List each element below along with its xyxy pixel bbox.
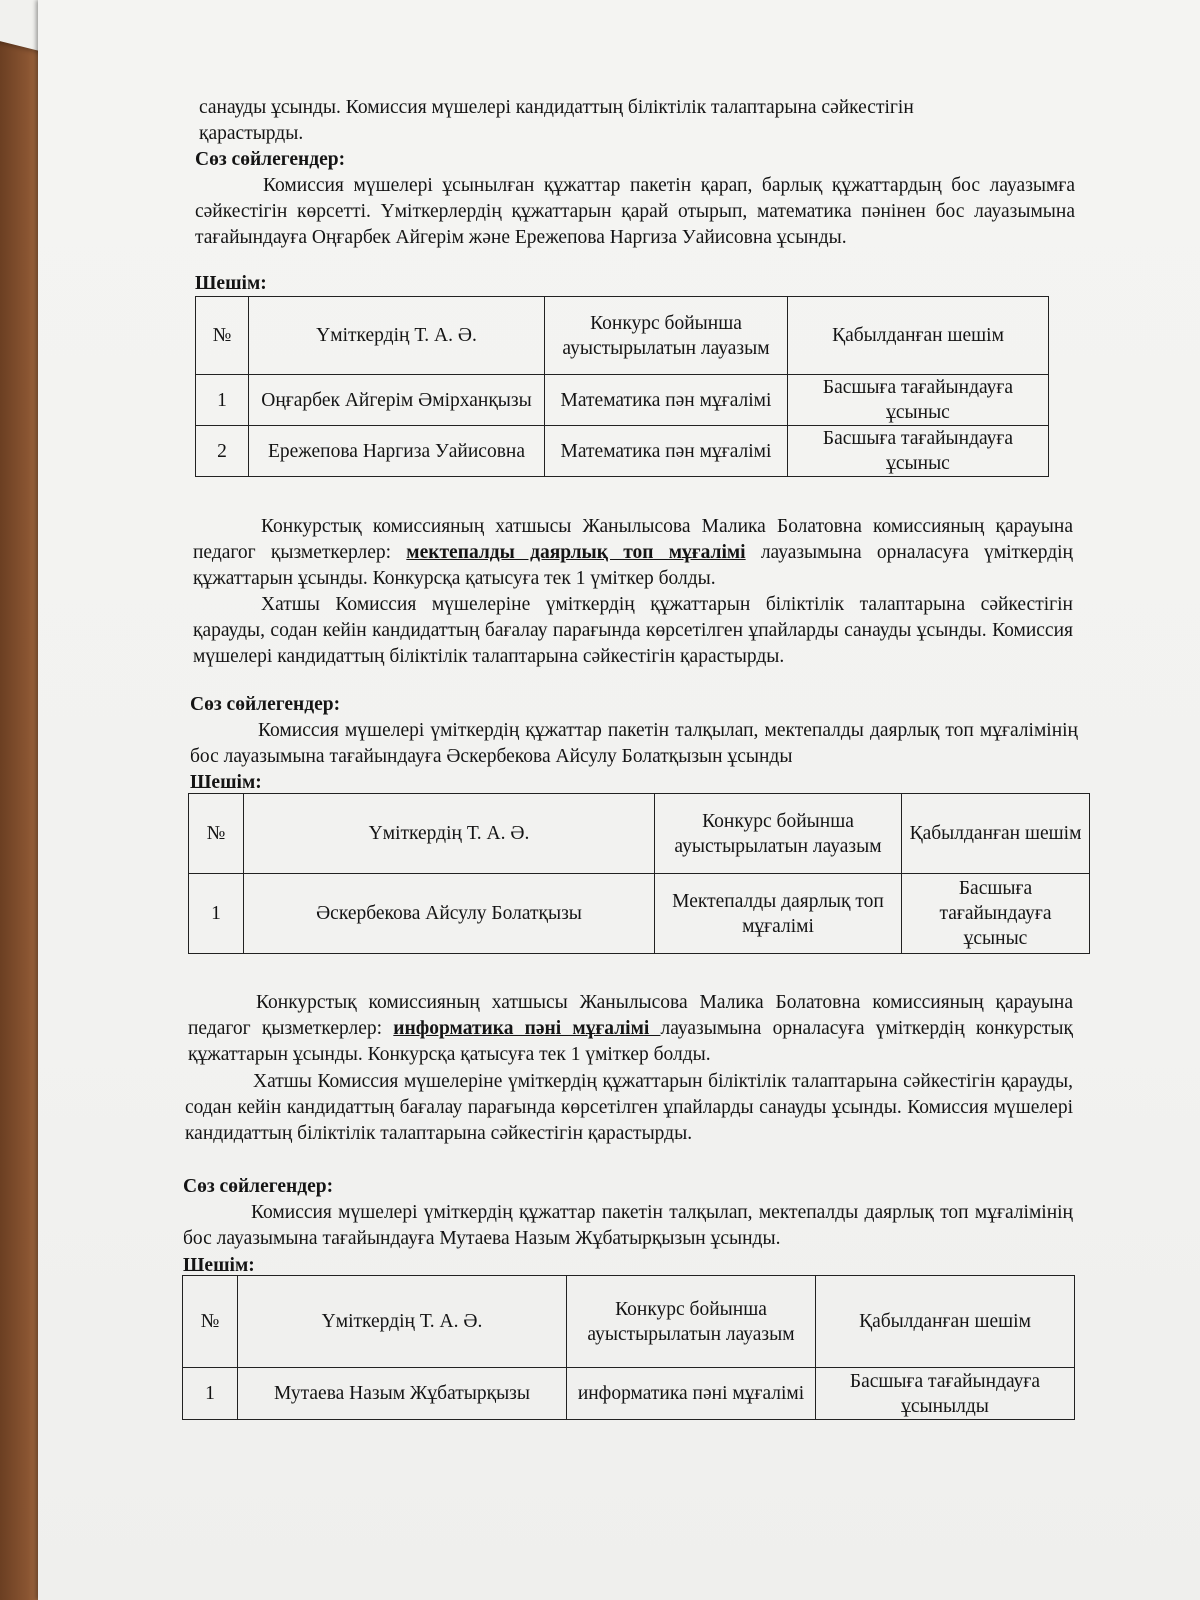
table-row: [196, 375, 1049, 426]
table-row: [196, 426, 1049, 477]
decision-heading-2: Шешім:: [190, 772, 262, 793]
row-decision: Басшыға тағайындауға ұсыныс: [788, 375, 1049, 426]
header-number: №: [189, 794, 244, 874]
row-candidate: Ережепова Наргиза Уайисовна: [249, 426, 545, 477]
speakers-paragraph-1: Комиссия мүшелері ұсынылған құжаттар пакетін қарап, барлық құжаттардың бос лауазымға сәйкестігін көрсетті. Үміткерлердің құжаттарын қарай отырып, математика пәнінен бос лауазымына тағайындауға Оңғарбек Айгерім және Ережепова Наргиза Уайисовна ұсынды.: [195, 175, 1075, 249]
row-position: Математика пән мұғалімі: [545, 426, 788, 477]
row-position: Мектепалды даярлық топ мұғалімі: [655, 874, 902, 954]
row-candidate: Мутаева Назым Жұбатырқызы: [238, 1368, 567, 1420]
header-position: Конкурс бойынша ауыстырылатын лауазым: [567, 1276, 816, 1368]
header-number: №: [183, 1276, 238, 1368]
document-page: [38, 0, 1200, 1600]
table-header-row: [189, 794, 1090, 874]
desk-background: [0, 0, 42, 1600]
row-candidate: Оңғарбек Айгерім Әмірханқызы: [249, 375, 545, 426]
speakers-heading-1: Сөз сөйлегендер:: [195, 149, 346, 170]
speakers-paragraph-3: Комиссия мүшелері үміткердің құжаттар пакетін талқылап, мектепалды даярлық топ мұғалімінің бос лауазымына тағайындауға Мутаева Назым Жұбатырқызын ұсынды.: [183, 1202, 1073, 1250]
speakers-heading-3: Сөз сөйлегендер:: [183, 1176, 334, 1197]
intro-line-2: қарастырды.: [199, 123, 304, 144]
table-header-row: [183, 1276, 1075, 1368]
secretary-proposal-paragraph-2: Хатшы Комиссия мүшелеріне үміткердің құжаттарын біліктілік талаптарына сәйкестігін қарауды, содан кейін кандидаттың бағалау парағында көрсетілген ұпайларды санауды ұсынды. Комиссия мүшелері кандидаттың біліктілік талаптарына сәйкестігін қарастырды.: [193, 594, 1073, 668]
header-candidate: Үміткердің Т. А. Ә.: [244, 794, 655, 874]
row-position: Математика пән мұғалімі: [545, 375, 788, 426]
header-number: №: [196, 297, 249, 375]
row-number: 1: [189, 874, 244, 954]
table-row: [183, 1368, 1075, 1420]
speakers-heading-2: Сөз сөйлегендер:: [190, 694, 341, 715]
intro-text: [199, 95, 1079, 147]
secretary-paragraph-3: Конкурстық комиссияның хатшысы Жанылысова Малика Болатовна комиссияның қарауына педагог қызметкерлер: информатика пәні мұғалімі лауазымына орналасуға үміткердің конкурстық құжаттарын ұсынды. Конкурсқа қатысуға тек 1 үміткер болды.: [188, 992, 1073, 1066]
row-number: 1: [183, 1368, 238, 1420]
secretary-proposal-paragraph-3: Хатшы Комиссия мүшелеріне үміткердің құжаттарын біліктілік талаптарына сәйкестігін қарауды, содан кейін кандидаттың бағалау парағында көрсетілген ұпайларды санауды ұсынды. Комиссия мүшелері кандидаттың біліктілік талаптарына сәйкестігін қарастырды.: [185, 1071, 1073, 1145]
header-position: Конкурс бойынша ауыстырылатын лауазым: [545, 297, 788, 375]
row-candidate: Әскербекова Айсулу Болатқызы: [244, 874, 655, 954]
secretary-paragraph-2: Конкурстық комиссияның хатшысы Жанылысова Малика Болатовна комиссияның қарауына педагог қызметкерлер: мектепалды даярлық топ мұғалімі лауазымына орналасуға үміткердің құжаттарын ұсынды. Конкурсқа қатысуға тек 1 үміткер болды.: [193, 516, 1073, 590]
table-header-row: [196, 297, 1049, 375]
decision-table-2: [188, 793, 1090, 954]
row-decision: Басшыға тағайындауға ұсынылды: [816, 1368, 1075, 1420]
speakers-paragraph-2: Комиссия мүшелері үміткердің құжаттар пакетін талқылап, мектепалды даярлық топ мұғалімінің бос лауазымына тағайындауға Әскербекова Айсулу Болатқызын ұсынды: [190, 720, 1078, 768]
decision-table-3: [182, 1275, 1075, 1420]
header-candidate: Үміткердің Т. А. Ә.: [249, 297, 545, 375]
position-highlight-3: информатика пәні мұғалімі: [393, 1018, 661, 1040]
header-decision: Қабылданған шешім: [902, 794, 1090, 874]
decision-heading-3: Шешім:: [183, 1255, 255, 1276]
header-decision: Қабылданған шешім: [816, 1276, 1075, 1368]
table-row: [189, 874, 1090, 954]
decision-heading-1: Шешім:: [195, 273, 267, 294]
header-decision: Қабылданған шешім: [788, 297, 1049, 375]
row-position: информатика пәні мұғалімі: [567, 1368, 816, 1420]
row-decision: Басшыға тағайындауға ұсыныс: [902, 874, 1090, 954]
header-candidate: Үміткердің Т. А. Ә.: [238, 1276, 567, 1368]
decision-table-1: [195, 296, 1049, 477]
intro-line-1: санауды ұсынды. Комиссия мүшелері кандидаттың біліктілік талаптарына сәйкестігін: [199, 97, 914, 118]
header-position: Конкурс бойынша ауыстырылатын лауазым: [655, 794, 902, 874]
row-number: 2: [196, 426, 249, 477]
row-number: 1: [196, 375, 249, 426]
row-decision: Басшыға тағайындауға ұсыныс: [788, 426, 1049, 477]
position-highlight-2: мектепалды даярлық топ мұғалімі: [406, 542, 746, 564]
